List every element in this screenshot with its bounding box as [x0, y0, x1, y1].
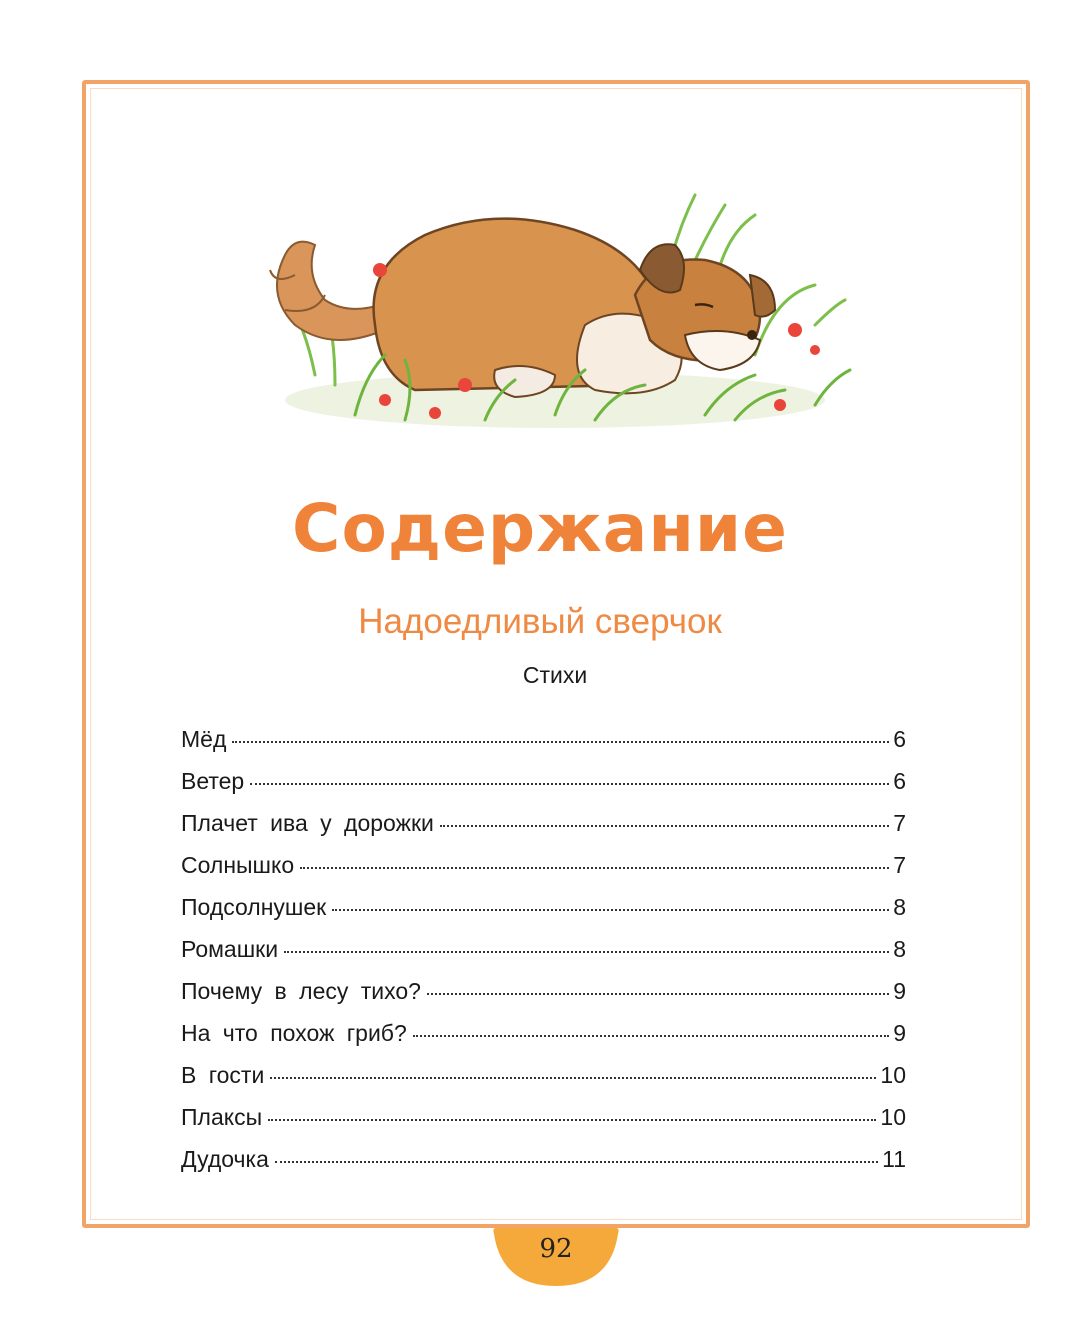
dot-leader — [284, 951, 889, 953]
dot-leader — [270, 1077, 876, 1079]
dot-leader — [250, 783, 889, 785]
toc-entry[interactable] — [181, 978, 906, 1020]
toc-entry-title: В гости — [181, 1062, 265, 1088]
toc-entry[interactable] — [181, 936, 906, 978]
book-title: Надоедливый сверчок — [358, 602, 722, 641]
toc-entry-title: Ветер — [181, 768, 245, 794]
toc-entry-title: Мёд — [181, 726, 227, 752]
toc-entry-page: 9 — [893, 978, 906, 1004]
toc-entry[interactable] — [181, 894, 906, 936]
toc-entry-page: 11 — [882, 1146, 906, 1172]
toc-entry-title: Почему в лесу тихо? — [181, 978, 421, 1004]
dot-leader — [268, 1119, 876, 1121]
toc-entry[interactable] — [181, 1104, 906, 1146]
toc-entry[interactable] — [181, 1146, 906, 1188]
toc-entry-title: Подсолнушек — [181, 894, 327, 920]
page-title: Содержание — [292, 490, 788, 567]
toc-entry-title: Солнышко — [181, 852, 295, 878]
toc-entry-page: 6 — [893, 768, 906, 794]
toc-entry-page: 9 — [893, 1020, 906, 1046]
dot-leader — [232, 741, 889, 743]
toc-entry-title: На что похож гриб? — [181, 1020, 407, 1046]
toc-entry[interactable] — [181, 852, 906, 894]
toc-entry[interactable] — [181, 1062, 906, 1104]
toc-entry[interactable] — [181, 810, 906, 852]
dot-leader — [300, 867, 889, 869]
toc-entry-page: 10 — [880, 1062, 906, 1088]
toc-entry-title: Плаксы — [181, 1104, 263, 1130]
toc-entry-page: 7 — [893, 852, 906, 878]
toc-entry-title: Дудочка — [181, 1146, 269, 1172]
dot-leader — [440, 825, 889, 827]
page-number: 92 — [539, 1234, 573, 1264]
toc-entry-page: 6 — [893, 726, 906, 752]
toc-entry-page: 8 — [893, 894, 906, 920]
toc-entry[interactable] — [181, 768, 906, 810]
sleeping-dog-illustration — [255, 175, 855, 445]
dot-leader — [332, 909, 889, 911]
toc-entry-page: 8 — [893, 936, 906, 962]
toc-entry[interactable] — [181, 1020, 906, 1062]
section-heading: Стихи — [522, 662, 588, 688]
dot-leader — [427, 993, 889, 995]
toc-entry-title: Ромашки — [181, 936, 279, 962]
toc-entry-title: Плачет ива у дорожки — [181, 810, 434, 836]
toc-entry-page: 10 — [880, 1104, 906, 1130]
dot-leader — [275, 1161, 878, 1163]
toc-entry-page: 7 — [893, 810, 906, 836]
dot-leader — [413, 1035, 889, 1037]
toc-entry[interactable] — [181, 726, 906, 768]
table-of-contents — [181, 726, 906, 1188]
